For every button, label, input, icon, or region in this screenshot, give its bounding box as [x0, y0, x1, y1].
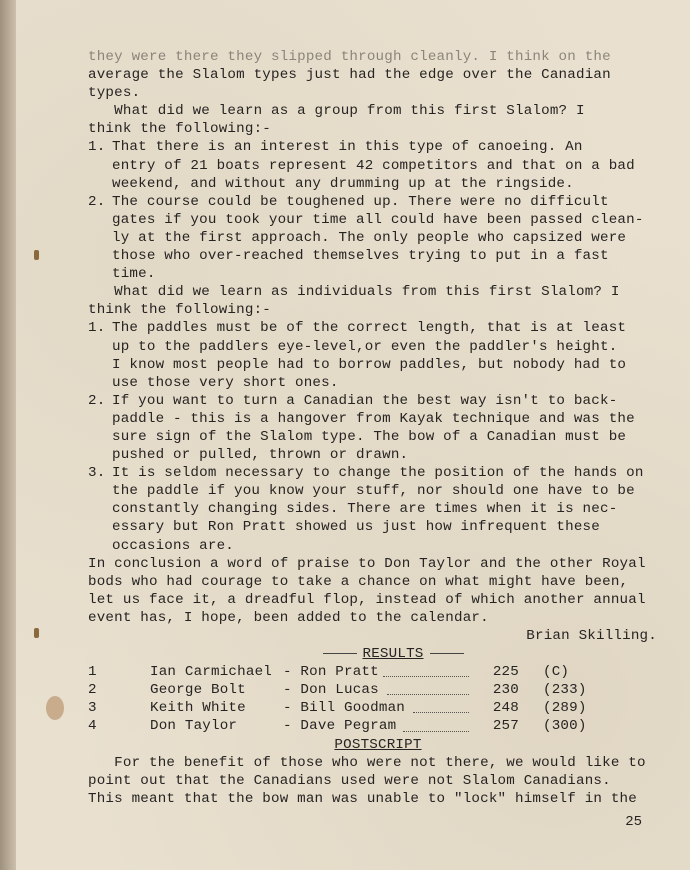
- result-stern-cell: [283, 681, 469, 699]
- result-note: (233): [543, 682, 587, 699]
- text-line: That there is an interest in this type of canoeing. An: [112, 139, 583, 156]
- result-stern-cell: [283, 663, 469, 681]
- result-note: (300): [543, 718, 587, 735]
- text-line: pushed or pulled, thrown or drawn.: [112, 447, 409, 464]
- result-bow: Don Taylor: [150, 718, 238, 735]
- postscript-title: POSTSCRIPT: [334, 736, 422, 753]
- text-line: think the following:-: [88, 121, 271, 138]
- result-score: 248: [492, 700, 519, 717]
- text-line: up to the paddlers eye-level,or even the paddler's height.: [112, 338, 618, 355]
- results-row: [88, 681, 663, 699]
- page-number: 25: [625, 814, 642, 830]
- results-title: RESULTS: [362, 646, 424, 663]
- results-row: [88, 717, 663, 735]
- result-bow: George Bolt: [150, 682, 246, 699]
- text-line: This meant that the bow man was unable to "lock" himself in the: [88, 790, 637, 807]
- dotted-leader: [383, 676, 469, 677]
- result-stern: - Bill Goodman: [283, 700, 405, 717]
- text-line: they were there they slipped through cleanly. I think on the: [88, 49, 611, 65]
- text-line: use those very short ones.: [112, 374, 339, 391]
- list-item: [88, 193, 663, 211]
- results-row: [88, 699, 663, 717]
- list-item: [88, 319, 663, 337]
- result-place: 1: [88, 664, 97, 681]
- text-line: weekend, and without any drumming up at the ringside.: [112, 175, 574, 192]
- text-line: bods who had courage to take a chance on what might have been,: [88, 573, 629, 590]
- binding-mark: [34, 628, 39, 638]
- text-line: What did we learn as a group from this first Slalom? I: [88, 103, 585, 120]
- dotted-leader: [387, 694, 469, 695]
- text-line: What did we learn as individuals from this first Slalom? I: [88, 284, 620, 301]
- list-number: 1.: [88, 320, 106, 337]
- text-line: I know most people had to borrow paddles, but nobody had to: [112, 356, 627, 373]
- stain: [46, 696, 64, 720]
- text-line: point out that the Canadians used were not Slalom Canadians.: [88, 772, 611, 789]
- result-note: (289): [543, 700, 587, 717]
- list-number: 2.: [88, 193, 106, 210]
- text-line: essary but Ron Pratt showed us just how infrequent these: [112, 519, 600, 536]
- result-stern: - Ron Pratt: [283, 664, 379, 681]
- result-place: 2: [88, 682, 97, 699]
- list-item: [88, 138, 663, 156]
- results-row: [88, 663, 663, 681]
- text-line: entry of 21 boats represent 42 competitors and that on a bad: [112, 157, 635, 174]
- result-note: (C): [543, 664, 570, 681]
- list-item: [88, 464, 663, 482]
- text-line: sure sign of the Slalom type. The bow of a Canadian must be: [112, 428, 627, 445]
- result-bow: Ian Carmichael: [150, 664, 272, 681]
- result-score: 225: [492, 664, 519, 681]
- text-line: The paddles must be of the correct length, that is at least: [112, 320, 627, 337]
- result-stern: - Don Lucas: [283, 682, 379, 699]
- text-line: It is seldom necessary to change the position of the hands on: [112, 465, 644, 482]
- text-line: the paddle if you know your stuff, nor should one have to be: [112, 483, 635, 500]
- binding-mark: [34, 250, 39, 260]
- text-line: For the benefit of those who were not there, we would like to: [88, 754, 646, 771]
- list-item: [88, 392, 663, 410]
- text-line: In conclusion a word of praise to Don Taylor and the other Royal: [88, 555, 646, 572]
- result-stern: - Dave Pegram: [283, 718, 397, 735]
- text-line: those who over-reached themselves trying to put in a fast: [112, 248, 609, 265]
- result-score: 230: [492, 682, 519, 699]
- text-line: types.: [88, 85, 141, 102]
- divider: [323, 653, 357, 654]
- text-line: paddle - this is a hangover from Kayak technique and was the: [112, 410, 635, 427]
- list-number: 3.: [88, 465, 106, 482]
- text-line: let us face it, a dreadful flop, instead of which another annual: [88, 591, 646, 608]
- text-line: If you want to turn a Canadian the best way isn't to back-: [112, 392, 618, 409]
- result-place: 3: [88, 700, 97, 717]
- text-line: event has, I hope, been added to the calendar.: [88, 609, 489, 626]
- typed-text: [88, 48, 663, 808]
- text-line: occasions are.: [112, 537, 234, 554]
- text-line: think the following:-: [88, 302, 271, 319]
- author-signature: Brian Skilling.: [526, 628, 657, 644]
- result-bow: Keith White: [150, 700, 246, 717]
- result-place: 4: [88, 718, 97, 735]
- dotted-leader: [403, 731, 469, 732]
- dotted-leader: [413, 712, 469, 713]
- text-line: average the Slalom types just had the edge over the Canadian: [88, 67, 611, 84]
- list-number: 2.: [88, 392, 106, 409]
- result-stern-cell: [283, 699, 469, 717]
- text-line: ly at the first approach. The only people who capsized were: [112, 229, 627, 246]
- text-line: The course could be toughened up. There were no difficult: [112, 193, 609, 210]
- text-line: constantly changing sides. There are times when it is nec-: [112, 501, 618, 518]
- text-line: time.: [112, 266, 156, 283]
- list-number: 1.: [88, 139, 106, 156]
- result-stern-cell: [283, 717, 469, 735]
- result-score: 257: [492, 718, 519, 735]
- results-heading: [168, 645, 618, 663]
- divider: [430, 653, 464, 654]
- text-line: gates if you took your time all could have been passed clean-: [112, 211, 644, 228]
